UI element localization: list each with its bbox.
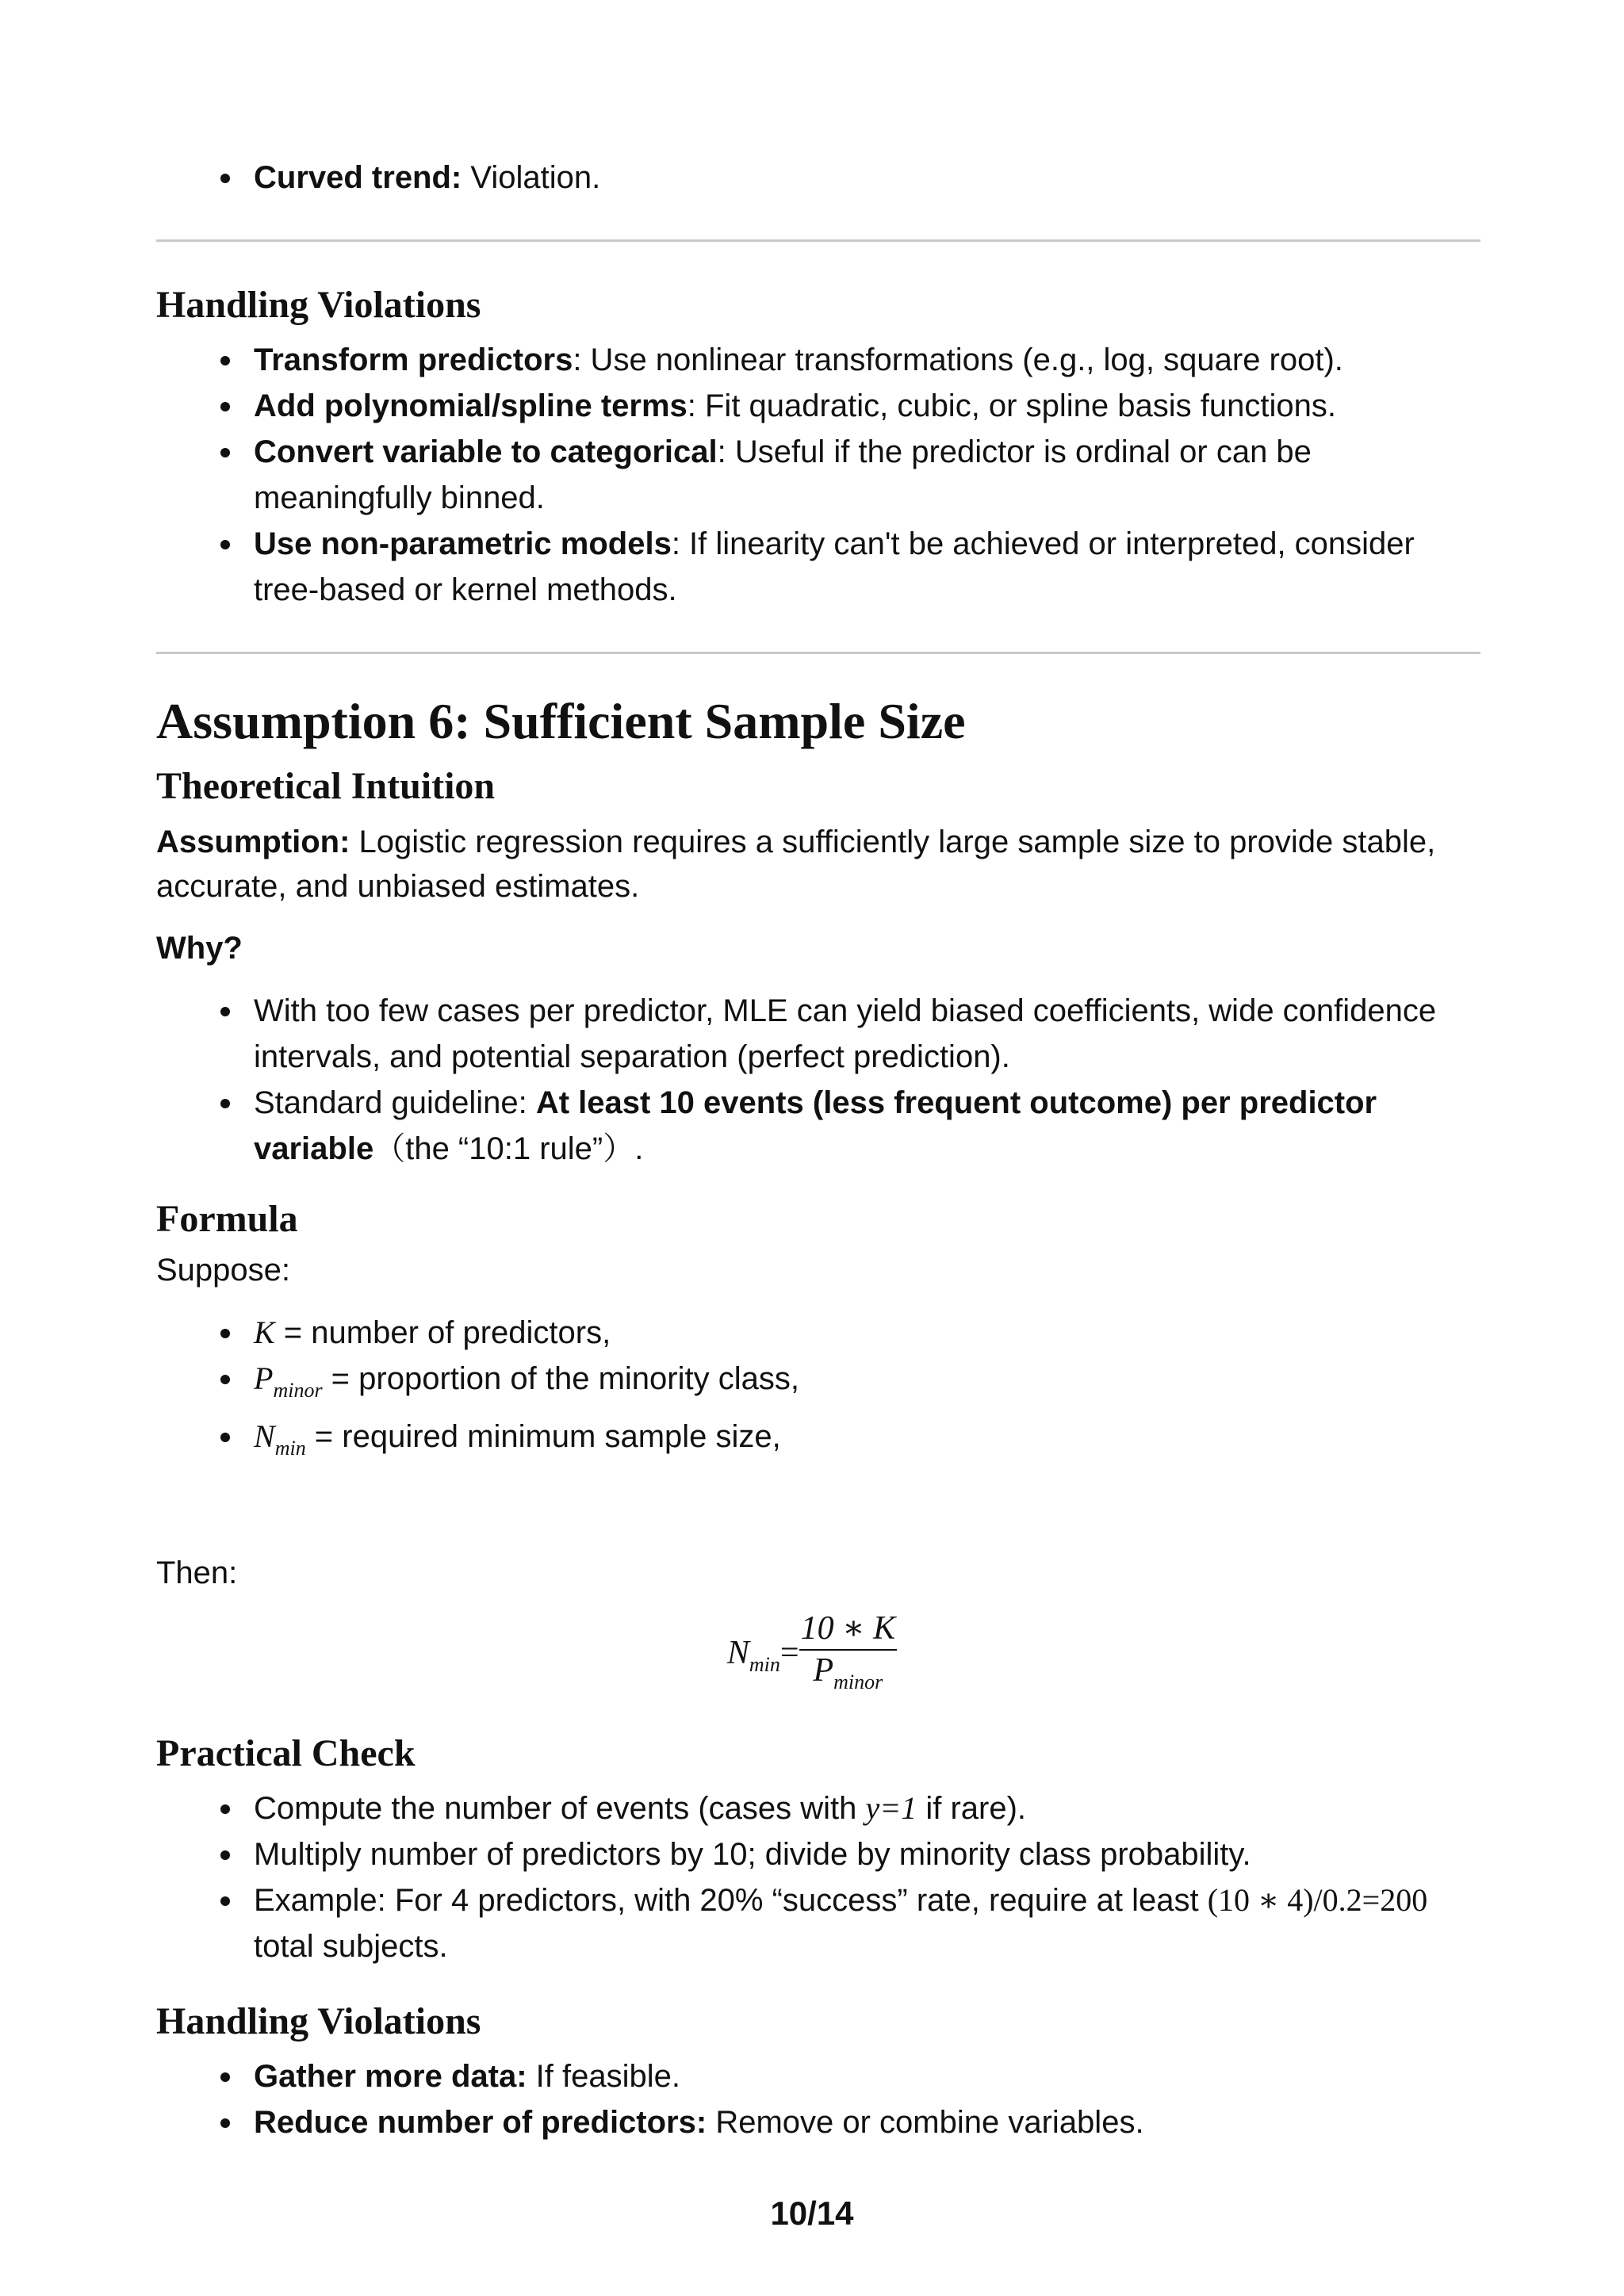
handling-violations-section-1 <box>156 281 1480 613</box>
assumption-6-section <box>156 690 1480 1172</box>
section-heading: Theoretical Intuition <box>156 765 496 807</box>
list-item: $P_{minor}$ = proportion of the minority class, <box>254 1356 1480 1414</box>
list-item: Curved trend: Violation. <box>254 155 1480 201</box>
list-item: K = number of predictors, <box>254 1310 1480 1356</box>
why-label: Why? <box>156 931 243 966</box>
formula-section <box>156 1196 1480 1595</box>
top-list <box>156 155 1480 201</box>
list-item: Compute the number of events (cases with y=1 if rare). <box>254 1785 1480 1831</box>
handling-violations-section-2 <box>156 1998 1480 2145</box>
fraction: $\frac{10 ∗ K}{P_{minor}}$ <box>800 1610 896 1693</box>
list-item: Example: For 4 predictors, with 20% “success” rate, require at least (10 ∗ 4)/0.2=200 total subjects. <box>254 1877 1480 1969</box>
page-number: 10/14 <box>770 2195 854 2232</box>
list-item: Convert variable to categorical: Useful if the predictor is ordinal or can be meaningfully binned. <box>254 429 1480 521</box>
list-item: Standard guideline: At least 10 events (less frequent outcome) per predictor variable（the “10:1 rule”）. <box>254 1080 1480 1172</box>
list-item: Use non-parametric models: If linearity can't be achieved or interpreted, consider tree-based or kernel methods. <box>254 521 1480 613</box>
divider <box>156 239 1480 242</box>
list-item: $N_{min}$ = required minimum sample size, <box>254 1414 1480 1471</box>
suppose-text: Suppose: <box>156 1253 291 1288</box>
list-item: With too few cases per predictor, MLE can yield biased coefficients, wide confidence intervals, and potential separation (perfect prediction). <box>254 988 1480 1080</box>
list-item: Add polynomial/spline terms: Fit quadratic, cubic, or spline basis functions. <box>254 383 1480 429</box>
list-item: Transform predictors: Use nonlinear transformations (e.g., log, square root). <box>254 337 1480 383</box>
section-heading: Handling Violations <box>156 284 481 326</box>
section-heading: Formula <box>156 1198 298 1240</box>
section-heading: Handling Violations <box>156 2000 481 2042</box>
divider <box>156 652 1480 654</box>
page-title: Assumption 6: Sufficient Sample Size <box>156 693 966 749</box>
sample-size-formula: $N_{min}=$ $\frac{10 ∗ K}{P_{minor}}$ <box>0 1609 1624 1702</box>
then-text: Then: <box>156 1556 238 1590</box>
practical-check-section <box>156 1730 1480 1969</box>
section-heading: Practical Check <box>156 1732 416 1774</box>
list-item: Reduce number of predictors: Remove or combine variables. <box>254 2099 1480 2145</box>
assumption-paragraph: Assumption: Logistic regression requires a sufficiently large sample size to provide stable, accurate, and unbiased estimates. <box>156 825 1436 904</box>
list-item: Multiply number of predictors by 10; divide by minority class probability. <box>254 1831 1480 1877</box>
list-item: Gather more data: If feasible. <box>254 2053 1480 2099</box>
